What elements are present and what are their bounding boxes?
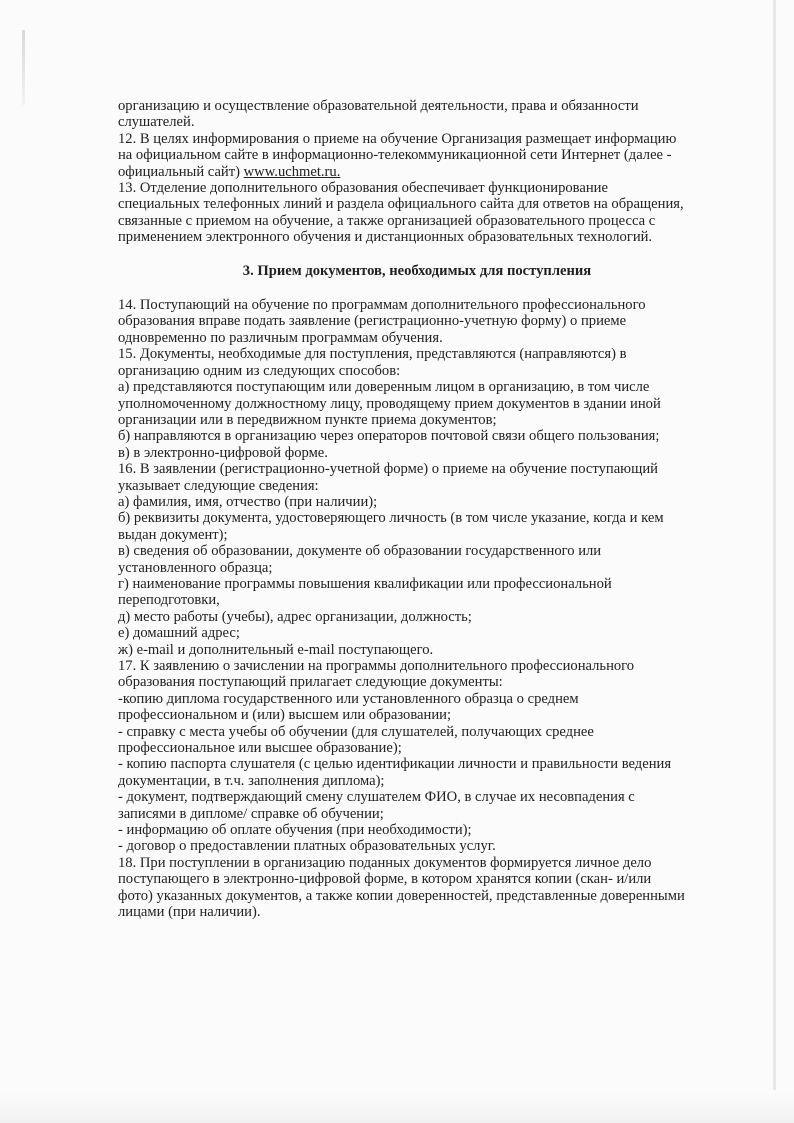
text-line: 14. Поступающий на обучение по программам дополнительного профессионального	[118, 297, 646, 314]
text-line: поступающего в электронно-цифровой форме, в котором хранятся копии (скан- и/или	[118, 871, 652, 888]
text-line: указывает следующие сведения:	[118, 477, 319, 494]
text-line: е) домашний адрес;	[118, 625, 240, 642]
text-line: - информацию об оплате обучения (при необходимости);	[118, 822, 472, 839]
text-line: слушателей.	[118, 114, 195, 131]
text-fragment: официальный сайт)	[118, 163, 244, 180]
text-line: 12. В целях информирования о приеме на обучение Организация размещает информацию	[118, 130, 677, 147]
text-line: 17. К заявлению о зачислении на программы дополнительного профессионального	[118, 658, 635, 674]
text-line: а) представляются поступающим или доверенным лицом в организацию, в том числе	[118, 379, 650, 396]
text-line: образования вправе подать заявление (регистрационно-учетную форму) о приеме	[118, 313, 627, 330]
text-line: профессиональное или высшее образование);	[118, 740, 402, 757]
paragraph-13	[118, 180, 716, 246]
text-line: д) место работы (учебы), адрес организации, должность;	[118, 608, 472, 625]
text-line: связанные с приемом на обучение, а также организацией образовательного процесса с	[118, 212, 656, 229]
website-link[interactable]: www.uchmet.ru.	[243, 163, 341, 180]
paragraph-12	[118, 131, 716, 180]
text-line: 13. Отделение дополнительного образования обеспечивает функционирование	[118, 180, 608, 197]
text-line: записями в дипломе/ справке об обучении;	[118, 805, 384, 822]
text-line: - договор о предоставлении платных образовательных услуг.	[118, 838, 496, 855]
text-line: на официальном сайте в информационно-телекоммуникационной сети Интернет (далее -	[118, 147, 672, 164]
text-line: - документ, подтверждающий смену слушателем ФИО, в случае их несовпадения с	[118, 789, 635, 806]
text-line: документации, в т.ч. заполнения диплома);	[118, 772, 385, 789]
section-heading: 3. Прием документов, необходимых для поступления	[242, 262, 592, 279]
text-line: 18. При поступлении в организацию поданных документов формируется личное дело	[118, 854, 652, 871]
text-line: а) фамилия, имя, отчество (при наличии);	[118, 493, 378, 510]
text-line: 16. В заявлении (регистрационно-учетной форме) о приеме на обучение поступающий	[118, 461, 658, 478]
text-line: в) сведения об образовании, документе об образовании государственного или	[118, 543, 602, 560]
text-line: г) наименование программы повышения квалификации или профессиональной	[118, 575, 612, 592]
text-line: - справку с места учебы об обучении (для слушателей, получающих среднее	[118, 723, 594, 740]
text-line: организацию и осуществление образовательной деятельности, права и обязанности	[118, 98, 639, 114]
scan-edge-bottom	[0, 1093, 794, 1123]
text-line: фото) указанных документов, а также копии доверенностей, представленные доверенными	[118, 887, 685, 904]
text-line: организации или в передвижном пункте приема документов;	[118, 411, 497, 428]
text-line: -копию диплома государственного или установленного образца о среднем	[118, 690, 579, 707]
text-line: - копию паспорта слушателя (с целью идентификации личности и правильности ведения	[118, 756, 672, 773]
scan-edge-right	[773, 0, 776, 1090]
text-line: выдан документ);	[118, 526, 228, 543]
text-line: 15. Документы, необходимые для поступления, представляются (направляются) в	[118, 346, 627, 363]
text-line	[118, 164, 716, 180]
paragraph-17	[118, 658, 716, 855]
text-line: организацию одним из следующих способов:	[118, 362, 401, 379]
text-line: уполномоченному должностному лицу, проводящему прием документов в здании иной	[118, 395, 661, 412]
text-line: переподготовки,	[118, 592, 220, 609]
text-line: профессиональном и (или) высшем или образовании;	[118, 707, 452, 724]
paragraph-14	[118, 297, 716, 346]
text-line: применением электронного обучения и дистанционных образовательных технологий.	[118, 229, 653, 246]
paragraph-18	[118, 855, 716, 921]
scan-edge-mark	[22, 30, 25, 105]
text-line: специальных телефонных линий и раздела официального сайта для ответов на обращения,	[118, 196, 684, 213]
text-line: б) реквизиты документа, удостоверяющего личность (в том числе указание, когда и кем	[118, 510, 664, 527]
text-line: б) направляются в организацию через операторов почтовой связи общего пользования;	[118, 428, 660, 445]
document-body	[118, 98, 716, 921]
paragraph-16	[118, 461, 716, 658]
text-line: ж) e-mail и дополнительный e-mail поступающего.	[118, 641, 434, 658]
text-line: установленного образца;	[118, 559, 273, 576]
paragraph-15	[118, 346, 716, 461]
text-line: в) в электронно-цифровой форме.	[118, 444, 328, 461]
text-line: одновременно по различным программам обучения.	[118, 329, 443, 346]
text-line: образования поступающий прилагает следующие документы:	[118, 674, 503, 691]
text-line: лицами (при наличии).	[118, 904, 261, 921]
paragraph-continuation	[118, 98, 716, 131]
